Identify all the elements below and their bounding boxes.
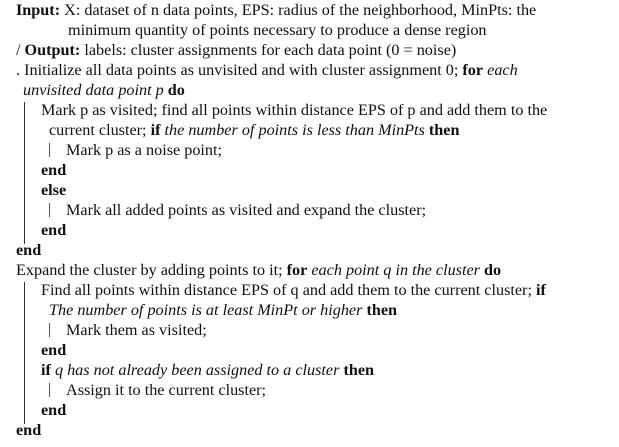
keyword-then: then	[428, 121, 460, 139]
assign-statement-line	[66, 380, 266, 400]
input-text-2: minimum quantity of points necessary to produce a dense region	[68, 21, 487, 39]
else-statement-line	[66, 200, 426, 220]
keyword-if: if	[41, 361, 51, 379]
find-points-text: Find all points within distance EPS of q and add them to the current cluster;	[41, 281, 532, 299]
keyword-for: for	[462, 61, 484, 79]
initialize-text: Initialize all data points as unvisited and with cluster assignment 0;	[24, 61, 459, 79]
block-guide-line	[24, 282, 25, 424]
block-guide-tick	[49, 323, 50, 337]
end-if-line	[41, 400, 66, 420]
initialize-line-continued	[23, 80, 185, 100]
else-statement: Mark all added points as visited and expand the cluster;	[66, 201, 427, 219]
block-guide-line	[24, 102, 25, 244]
initialize-line	[16, 60, 518, 80]
loop-condition: each point q in the cluster	[311, 261, 480, 279]
keyword-if: if	[150, 121, 161, 139]
if-assigned-line	[41, 360, 374, 380]
if-condition-line	[49, 300, 397, 320]
output-line	[16, 40, 456, 60]
output-prefix: /	[16, 41, 21, 59]
keyword-end: end	[41, 341, 67, 359]
keyword-do: do	[167, 81, 185, 99]
mark-visited-statement: Mark them as visited;	[66, 321, 207, 339]
end-else-line	[41, 220, 66, 240]
initialize-prefix: .	[16, 61, 21, 79]
output-text: labels: cluster assignments for each data point (0 = noise)	[84, 41, 457, 59]
keyword-end: end	[16, 241, 42, 259]
end-loop1-line	[16, 240, 41, 260]
mark-visited-statement-line	[66, 320, 207, 340]
expand-line	[16, 260, 501, 280]
loop-condition: each	[487, 61, 518, 79]
noise-statement-line	[66, 140, 222, 160]
noise-statement: Mark p as a noise point;	[66, 141, 223, 159]
block-guide-tick	[49, 203, 50, 217]
input-label: Input:	[16, 1, 61, 19]
input-text-1: X: dataset of n data points, EPS: radius of the neighborhood, MinPts: the	[64, 1, 537, 19]
output-label: Output:	[24, 41, 81, 59]
end-if-line	[41, 340, 66, 360]
if-condition-line	[49, 120, 460, 140]
keyword-end: end	[41, 161, 67, 179]
find-points-line	[41, 280, 546, 300]
input-line-continued	[68, 20, 487, 40]
current-cluster-text: current cluster;	[49, 121, 147, 139]
end-if-line	[41, 160, 66, 180]
keyword-do: do	[484, 261, 502, 279]
else-line	[41, 180, 66, 200]
mark-visited-line	[41, 100, 547, 120]
if-condition: q has not already been assigned to a cluster	[54, 361, 340, 379]
assign-statement: Assign it to the current cluster;	[66, 381, 267, 399]
loop-condition-continued: unvisited data point p	[23, 81, 164, 99]
expand-text: Expand the cluster by adding points to it;	[16, 261, 283, 279]
end-loop2-line	[16, 420, 41, 440]
keyword-else: else	[41, 181, 67, 199]
keyword-end: end	[41, 401, 67, 419]
keyword-end: end	[16, 421, 42, 439]
block-guide-tick	[49, 383, 50, 397]
keyword-then: then	[366, 301, 398, 319]
mark-visited-text: Mark p as visited; find all points within distance EPS of p and add them to the	[41, 101, 548, 119]
keyword-if: if	[535, 281, 546, 299]
keyword-end: end	[41, 221, 67, 239]
keyword-for: for	[286, 261, 308, 279]
block-guide-tick	[49, 143, 50, 157]
input-line	[16, 0, 536, 20]
keyword-then: then	[343, 361, 375, 379]
if-condition: The number of points is at least MinPt or higher	[49, 301, 363, 319]
if-condition: the number of points is less than MinPts	[164, 121, 425, 139]
